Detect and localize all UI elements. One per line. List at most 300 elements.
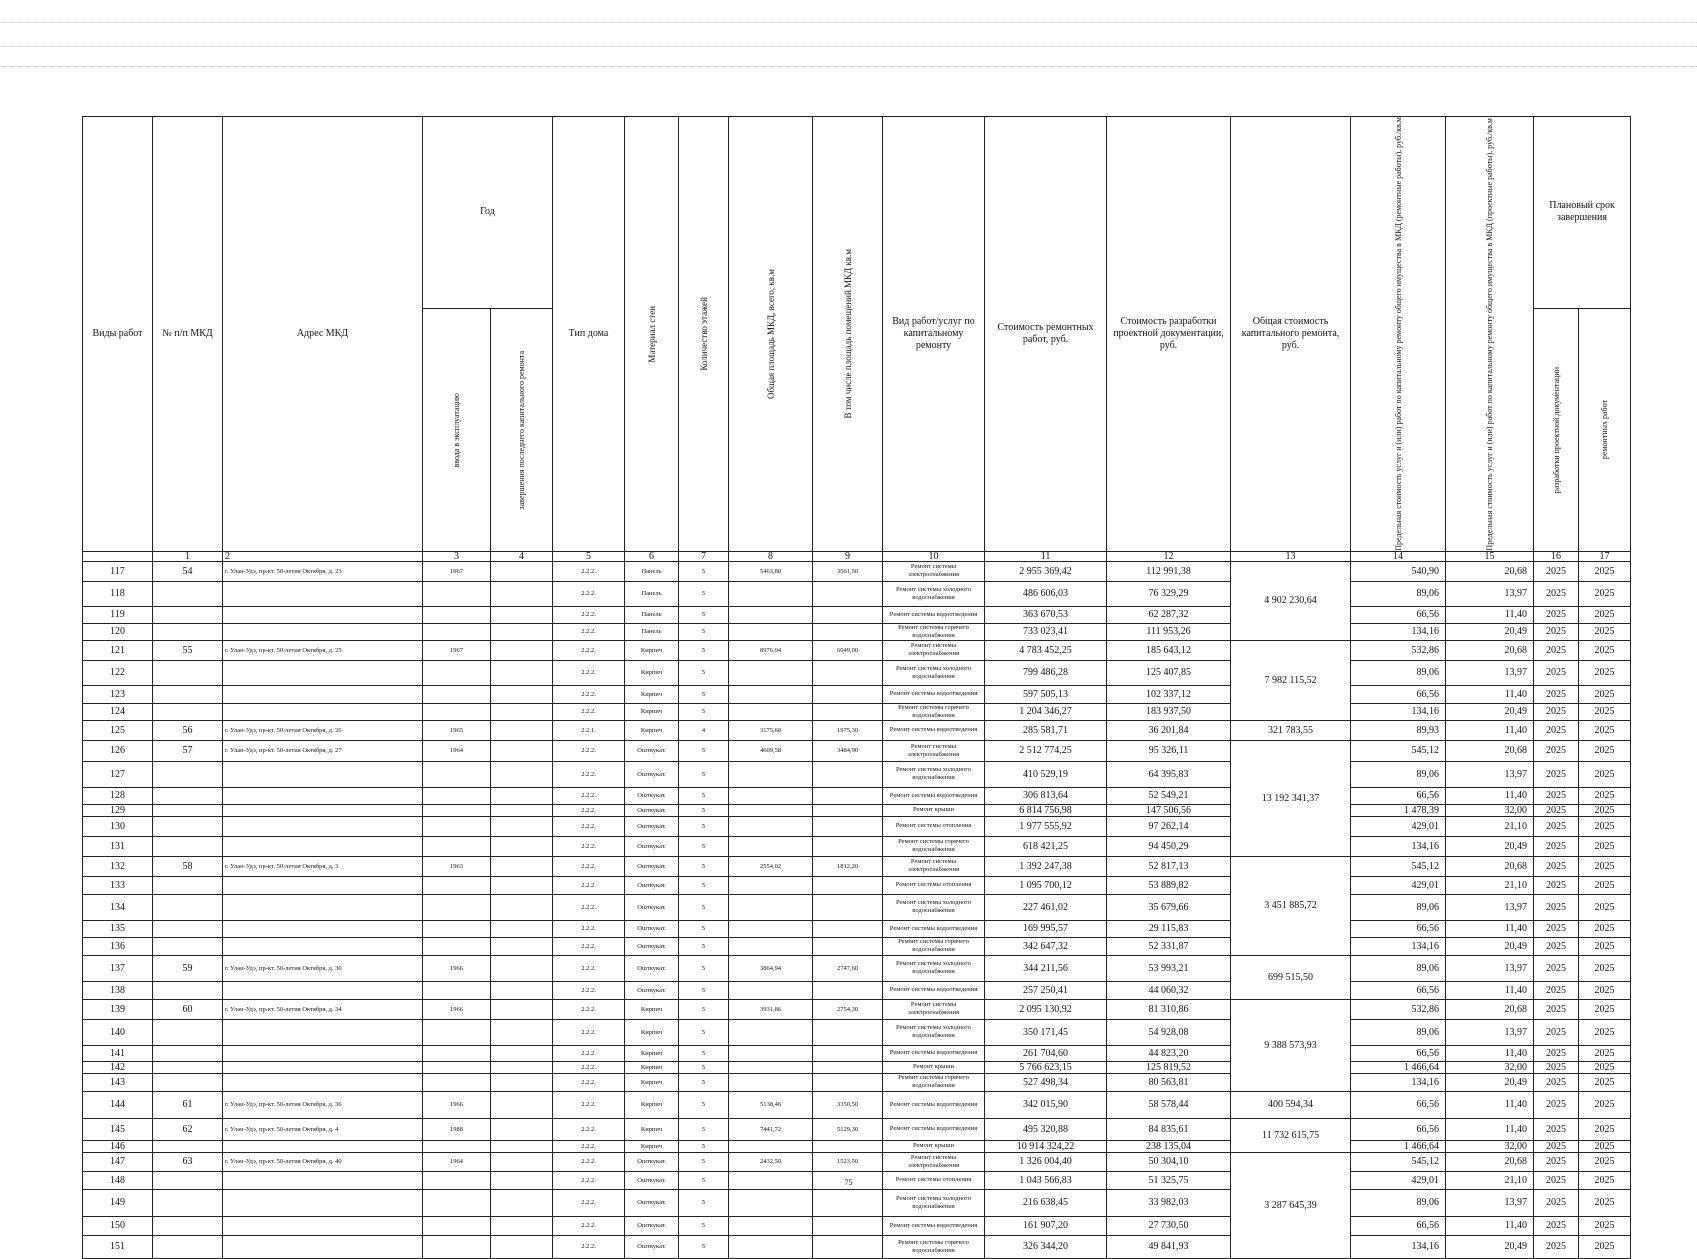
cell-floors: 5: [679, 894, 729, 920]
cell-design-cost: 52 817,13: [1107, 856, 1231, 876]
cell-work-type: Ремонт системы холодного водоснабжения: [883, 761, 985, 787]
cell-total-area: 8976,94: [729, 640, 813, 660]
cell-floors: 5: [679, 955, 729, 981]
cell-wall-material: Панель: [625, 581, 679, 606]
cell-deadline-repair: 2025: [1579, 660, 1631, 685]
cell-deadline-repair: 2025: [1579, 1152, 1631, 1171]
cell-deadline-repair: 2025: [1579, 1171, 1631, 1189]
cell-year-last: [491, 685, 553, 703]
cell-premises-area: [813, 1140, 883, 1152]
cell-row-number: 140: [83, 1019, 153, 1045]
cell-mkd-number: [153, 1235, 223, 1258]
cell-work-type: Ремонт системы отопления: [883, 1171, 985, 1189]
cell-mkd-number: [153, 761, 223, 787]
cell-address: [223, 623, 423, 640]
cell-mkd-number: [153, 623, 223, 640]
cell-design-cost: 36 201,84: [1107, 720, 1231, 740]
cell-repair-cost: 1 043 566,83: [985, 1171, 1107, 1189]
cell-work-type: Ремонт системы электроснабжения: [883, 856, 985, 876]
cell-house-type: 2.2.2.: [553, 999, 625, 1019]
cell-premises-area: [813, 1019, 883, 1045]
cell-deadline-repair: 2025: [1579, 1045, 1631, 1061]
cell-design-cost: 94 450,29: [1107, 836, 1231, 856]
cell-premises-area: [813, 581, 883, 606]
table-row: [83, 1216, 1631, 1235]
cell-total-cost: 321 783,55: [1231, 720, 1351, 740]
cell-house-type: 2.2.2.: [553, 787, 625, 804]
cell-limit-repair: 89,06: [1351, 581, 1446, 606]
capital-repair-table: [82, 116, 1631, 1259]
cell-house-type: 2.2.2.: [553, 685, 625, 703]
cell-row-number: 118: [83, 581, 153, 606]
cell-limit-repair: 134,16: [1351, 1073, 1446, 1091]
cell-repair-cost: 342 647,32: [985, 937, 1107, 955]
cell-design-cost: 27 730,50: [1107, 1216, 1231, 1235]
cell-design-cost: 58 578,44: [1107, 1091, 1231, 1118]
cell-row-number: 133: [83, 876, 153, 894]
cell-limit-repair: 66,56: [1351, 1045, 1446, 1061]
cell-total-area: [729, 1073, 813, 1091]
cell-address: [223, 836, 423, 856]
header-vid-rabot: Виды работ: [83, 117, 153, 552]
cell-design-cost: 102 337,12: [1107, 685, 1231, 703]
cell-limit-design: 11,40: [1446, 981, 1534, 999]
cell-address: [223, 894, 423, 920]
cell-total-cost: 9 388 573,93: [1231, 999, 1351, 1091]
cell-row-number: 150: [83, 1216, 153, 1235]
cell-floors: 5: [679, 804, 729, 816]
cell-deadline-design: 2025: [1534, 640, 1579, 660]
cell-limit-design: 20,68: [1446, 561, 1534, 581]
cell-repair-cost: 161 907,20: [985, 1216, 1107, 1235]
cell-floors: 5: [679, 816, 729, 836]
cell-wall-material: Кирпич: [625, 1140, 679, 1152]
cell-mkd-number: [153, 660, 223, 685]
cell-limit-design: 20,49: [1446, 1235, 1534, 1258]
cell-repair-cost: 285 581,71: [985, 720, 1107, 740]
cell-limit-design: 11,40: [1446, 1216, 1534, 1235]
cell-deadline-repair: 2025: [1579, 804, 1631, 816]
table-row: [83, 1140, 1631, 1152]
cell-mkd-number: [153, 1216, 223, 1235]
cell-design-cost: 111 953,26: [1107, 623, 1231, 640]
cell-premises-area: 3561,50: [813, 561, 883, 581]
cell-limit-repair: 89,06: [1351, 1019, 1446, 1045]
cell-deadline-design: 2025: [1534, 740, 1579, 761]
table-row: [83, 703, 1631, 720]
header-deadline-design: разработки проектной документации: [1534, 308, 1579, 551]
cell-address: [223, 937, 423, 955]
cell-repair-cost: 597 505,13: [985, 685, 1107, 703]
cell-year-last: [491, 1019, 553, 1045]
cell-address: [223, 660, 423, 685]
cell-address: [223, 761, 423, 787]
cell-row-number: 121: [83, 640, 153, 660]
cell-address: [223, 1061, 423, 1073]
cell-design-cost: 80 563,81: [1107, 1073, 1231, 1091]
cell-floors: 5: [679, 581, 729, 606]
cell-design-cost: 53 993,21: [1107, 955, 1231, 981]
cell-deadline-repair: 2025: [1579, 894, 1631, 920]
cell-work-type: Ремонт крыши: [883, 1061, 985, 1073]
cell-year-last: [491, 876, 553, 894]
cell-total-area: 2554,02: [729, 856, 813, 876]
cell-year-input: [423, 1073, 491, 1091]
cell-floors: 5: [679, 1091, 729, 1118]
cell-design-cost: 54 928,08: [1107, 1019, 1231, 1045]
cell-row-number: 137: [83, 955, 153, 981]
column-number: 9: [813, 551, 883, 561]
column-number: 13: [1231, 551, 1351, 561]
cell-total-cost: 7 982 115,52: [1231, 640, 1351, 720]
cell-deadline-design: 2025: [1534, 1073, 1579, 1091]
cell-year-input: 1963: [423, 856, 491, 876]
cell-year-input: [423, 981, 491, 999]
cell-wall-material: Панель: [625, 623, 679, 640]
cell-design-cost: 125 407,85: [1107, 660, 1231, 685]
cell-limit-design: 13,97: [1446, 894, 1534, 920]
cell-work-type: Ремонт системы холодного водоснабжения: [883, 660, 985, 685]
cell-house-type: 2.2.2.: [553, 816, 625, 836]
cell-design-cost: 29 115,83: [1107, 920, 1231, 937]
cell-wall-material: Кирпич: [625, 1118, 679, 1140]
cell-mkd-number: [153, 816, 223, 836]
cell-floors: 5: [679, 999, 729, 1019]
cell-design-cost: 35 679,66: [1107, 894, 1231, 920]
table-row: [83, 836, 1631, 856]
table-row: [83, 999, 1631, 1019]
cell-row-number: 120: [83, 623, 153, 640]
table-row: [83, 640, 1631, 660]
cell-year-last: [491, 856, 553, 876]
cell-limit-design: 20,49: [1446, 703, 1534, 720]
column-number: 2: [223, 551, 423, 561]
table-row: [83, 1073, 1631, 1091]
cell-work-type: Ремонт системы холодного водоснабжения: [883, 1019, 985, 1045]
cell-premises-area: 3484,90: [813, 740, 883, 761]
cell-mkd-number: 59: [153, 955, 223, 981]
cell-limit-repair: 532,86: [1351, 640, 1446, 660]
cell-address: [223, 703, 423, 720]
cell-total-area: 3175,60: [729, 720, 813, 740]
cell-total-area: [729, 836, 813, 856]
cell-wall-material: Ошткукат.: [625, 816, 679, 836]
cell-year-input: [423, 816, 491, 836]
cell-design-cost: 81 310,86: [1107, 999, 1231, 1019]
cell-wall-material: Ошткукат.: [625, 1235, 679, 1258]
cell-limit-design: 11,40: [1446, 1091, 1534, 1118]
cell-deadline-design: 2025: [1534, 623, 1579, 640]
cell-floors: 5: [679, 1152, 729, 1171]
cell-year-input: [423, 1045, 491, 1061]
cell-total-cost: 13 192 341,37: [1231, 740, 1351, 856]
cell-repair-cost: 10 914 324,22: [985, 1140, 1107, 1152]
cell-mkd-number: [153, 1073, 223, 1091]
cell-year-input: 1966: [423, 955, 491, 981]
cell-work-type: Ремонт системы горячего водоснабжения: [883, 623, 985, 640]
cell-premises-area: [813, 703, 883, 720]
table-row: [83, 1045, 1631, 1061]
cell-wall-material: Ошткукат.: [625, 761, 679, 787]
cell-year-input: [423, 703, 491, 720]
cell-wall-material: Ошткукат.: [625, 894, 679, 920]
cell-work-type: Ремонт системы горячего водоснабжения: [883, 703, 985, 720]
cell-deadline-design: 2025: [1534, 856, 1579, 876]
cell-row-number: 119: [83, 606, 153, 623]
cell-work-type: Ремонт системы водоотведения: [883, 606, 985, 623]
table-row: [83, 1061, 1631, 1073]
cell-deadline-design: 2025: [1534, 1118, 1579, 1140]
cell-year-last: [491, 1061, 553, 1073]
cell-deadline-design: 2025: [1534, 1061, 1579, 1073]
table-row: [83, 1189, 1631, 1216]
cell-floors: 5: [679, 876, 729, 894]
cell-deadline-repair: 2025: [1579, 787, 1631, 804]
cell-deadline-repair: 2025: [1579, 720, 1631, 740]
cell-wall-material: Кирпич: [625, 1073, 679, 1091]
cell-mkd-number: 57: [153, 740, 223, 761]
cell-premises-area: [813, 685, 883, 703]
cell-total-area: 4609,58: [729, 740, 813, 761]
cell-limit-repair: 89,06: [1351, 1189, 1446, 1216]
cell-wall-material: Ошткукат.: [625, 876, 679, 894]
cell-work-type: Ремонт системы водоотведения: [883, 720, 985, 740]
table-row: [83, 740, 1631, 761]
cell-row-number: 141: [83, 1045, 153, 1061]
cell-deadline-repair: 2025: [1579, 1061, 1631, 1073]
cell-row-number: 130: [83, 816, 153, 836]
header-year: Год: [423, 117, 553, 309]
cell-year-input: [423, 685, 491, 703]
cell-total-cost: 3 451 885,72: [1231, 856, 1351, 955]
cell-design-cost: 125 819,52: [1107, 1061, 1231, 1073]
table-row: [83, 1019, 1631, 1045]
cell-premises-area: [813, 1061, 883, 1073]
cell-address: г. Улан-Удэ, пр-кт. 50-летия Октября, д. 23: [223, 561, 423, 581]
cell-address: [223, 804, 423, 816]
cell-design-cost: 112 991,38: [1107, 561, 1231, 581]
table-row: [83, 955, 1631, 981]
cell-floors: 5: [679, 981, 729, 999]
cell-limit-design: 20,49: [1446, 1073, 1534, 1091]
cell-deadline-repair: 2025: [1579, 856, 1631, 876]
cell-row-number: 139: [83, 999, 153, 1019]
cell-limit-design: 21,10: [1446, 1171, 1534, 1189]
cell-mkd-number: [153, 1045, 223, 1061]
cell-premises-area: [813, 787, 883, 804]
cell-premises-area: [813, 920, 883, 937]
table-row: [83, 1152, 1631, 1171]
cell-premises-area: [813, 606, 883, 623]
cell-row-number: 147: [83, 1152, 153, 1171]
cell-wall-material: Ошткукат.: [625, 787, 679, 804]
cell-limit-repair: 540,90: [1351, 561, 1446, 581]
cell-row-number: 145: [83, 1118, 153, 1140]
cell-deadline-repair: 2025: [1579, 685, 1631, 703]
cell-mkd-number: [153, 804, 223, 816]
header-deadline: Плановый срок завершения: [1534, 117, 1631, 309]
cell-year-last: [491, 1235, 553, 1258]
cell-address: г. Улан-Удэ, пр-кт. 50-летия Октября, д. 26: [223, 720, 423, 740]
header-total-area: Общая площадь МКД, всего, кв.м: [729, 117, 813, 552]
cell-house-type: 2.2.2.: [553, 1061, 625, 1073]
cell-deadline-design: 2025: [1534, 1140, 1579, 1152]
table-row: [83, 937, 1631, 955]
cell-design-cost: 95 326,11: [1107, 740, 1231, 761]
cell-floors: 5: [679, 1140, 729, 1152]
cell-house-type: 2.2.2.: [553, 876, 625, 894]
table-row: [83, 660, 1631, 685]
cell-work-type: Ремонт системы электроснабжения: [883, 640, 985, 660]
cell-design-cost: 97 262,14: [1107, 816, 1231, 836]
cell-deadline-repair: 2025: [1579, 623, 1631, 640]
cell-deadline-design: 2025: [1534, 1189, 1579, 1216]
cell-row-number: 149: [83, 1189, 153, 1216]
cell-repair-cost: 350 171,45: [985, 1019, 1107, 1045]
cell-deadline-design: 2025: [1534, 1171, 1579, 1189]
cell-wall-material: Кирпич: [625, 640, 679, 660]
cell-year-last: [491, 894, 553, 920]
cell-floors: 5: [679, 623, 729, 640]
cell-floors: 4: [679, 720, 729, 740]
cell-total-area: [729, 660, 813, 685]
cell-work-type: Ремонт системы горячего водоснабжения: [883, 1073, 985, 1091]
cell-wall-material: Ошткукат.: [625, 937, 679, 955]
cell-limit-repair: 532,86: [1351, 999, 1446, 1019]
cell-year-input: [423, 1216, 491, 1235]
cell-limit-repair: 545,12: [1351, 740, 1446, 761]
cell-design-cost: 53 889,82: [1107, 876, 1231, 894]
cell-wall-material: Ошткукат.: [625, 981, 679, 999]
cell-floors: 5: [679, 740, 729, 761]
cell-premises-area: 1523,50: [813, 1152, 883, 1171]
cell-limit-design: 21,10: [1446, 816, 1534, 836]
cell-total-area: [729, 1045, 813, 1061]
cell-deadline-design: 2025: [1534, 561, 1579, 581]
cell-year-input: [423, 623, 491, 640]
header-year-input: ввода в эксплуатацию: [423, 308, 491, 551]
table-row: [83, 761, 1631, 787]
cell-repair-cost: 527 498,34: [985, 1073, 1107, 1091]
header-nn-mkd: № п/п МКД: [153, 117, 223, 552]
cell-deadline-repair: 2025: [1579, 836, 1631, 856]
cell-limit-design: 13,97: [1446, 1189, 1534, 1216]
cell-work-type: Ремонт системы электроснабжения: [883, 999, 985, 1019]
cell-work-type: Ремонт системы водоотведения: [883, 1216, 985, 1235]
cell-premises-area: [813, 1189, 883, 1216]
cell-year-input: [423, 1140, 491, 1152]
cell-year-last: [491, 761, 553, 787]
cell-deadline-design: 2025: [1534, 1091, 1579, 1118]
cell-deadline-repair: 2025: [1579, 703, 1631, 720]
cell-address: г. Улан-Удэ, пр-кт. 50-летия Октября, д. 34: [223, 999, 423, 1019]
cell-deadline-design: 2025: [1534, 761, 1579, 787]
cell-house-type: 2.2.2.: [553, 561, 625, 581]
cell-address: г. Улан-Удэ, пр-кт. 50-летия Октября, д. 30: [223, 955, 423, 981]
cell-address: г. Улан-Удэ, пр-кт. 50-летия Октября, д. 36: [223, 1091, 423, 1118]
cell-total-area: 3931,86: [729, 999, 813, 1019]
cell-limit-repair: 66,56: [1351, 606, 1446, 623]
cell-deadline-design: 2025: [1534, 787, 1579, 804]
cell-address: [223, 1019, 423, 1045]
header-address: Адрес МКД: [223, 117, 423, 552]
cell-design-cost: 52 331,87: [1107, 937, 1231, 955]
cell-premises-area: 3350,50: [813, 1091, 883, 1118]
column-number-row: [83, 551, 1631, 561]
cell-house-type: 2.2.2.: [553, 1140, 625, 1152]
cell-year-last: [491, 937, 553, 955]
cell-house-type: 2.2.2.: [553, 1235, 625, 1258]
cell-year-input: 1966: [423, 1091, 491, 1118]
cell-limit-design: 32,00: [1446, 1061, 1534, 1073]
column-number: 8: [729, 551, 813, 561]
cell-year-last: [491, 1118, 553, 1140]
cell-mkd-number: [153, 685, 223, 703]
cell-deadline-design: 2025: [1534, 685, 1579, 703]
cell-work-type: Ремонт системы холодного водоснабжения: [883, 581, 985, 606]
table-body: [83, 561, 1631, 1258]
cell-row-number: 126: [83, 740, 153, 761]
cell-address: [223, 1216, 423, 1235]
cell-year-last: [491, 836, 553, 856]
table-row: [83, 804, 1631, 816]
column-number: 12: [1107, 551, 1231, 561]
cell-work-type: Ремонт системы холодного водоснабжения: [883, 1189, 985, 1216]
cell-mkd-number: [153, 894, 223, 920]
cell-repair-cost: 486 606,03: [985, 581, 1107, 606]
cell-address: г. Улан-Удэ, пр-кт. 50-летия Октября, д. 4: [223, 1118, 423, 1140]
cell-deadline-repair: 2025: [1579, 937, 1631, 955]
cell-house-type: 2.2.2.: [553, 894, 625, 920]
cell-floors: 5: [679, 1045, 729, 1061]
column-number: 3: [423, 551, 491, 561]
cell-year-last: [491, 640, 553, 660]
cell-work-type: Ремонт системы водоотведения: [883, 1118, 985, 1140]
cell-premises-area: [813, 804, 883, 816]
cell-deadline-design: 2025: [1534, 1235, 1579, 1258]
cell-deadline-design: 2025: [1534, 981, 1579, 999]
cell-repair-cost: 5 766 623,15: [985, 1061, 1107, 1073]
cell-floors: 5: [679, 1118, 729, 1140]
cell-year-input: 1988: [423, 1118, 491, 1140]
cell-repair-cost: 410 529,19: [985, 761, 1107, 787]
cell-house-type: 2.2.2.: [553, 1019, 625, 1045]
cell-year-last: [491, 561, 553, 581]
cell-repair-cost: 495 320,88: [985, 1118, 1107, 1140]
cell-limit-design: 20,68: [1446, 999, 1534, 1019]
cell-year-last: [491, 720, 553, 740]
cell-total-cost: 3 287 645,39: [1231, 1152, 1351, 1258]
cell-repair-cost: 1 095 700,12: [985, 876, 1107, 894]
cell-house-type: 2.2.2.: [553, 1189, 625, 1216]
cell-house-type: 2.2.2.: [553, 761, 625, 787]
cell-repair-cost: 733 023,41: [985, 623, 1107, 640]
cell-total-area: [729, 816, 813, 836]
cell-limit-repair: 134,16: [1351, 703, 1446, 720]
column-number: 17: [1579, 551, 1631, 561]
cell-floors: 5: [679, 836, 729, 856]
cell-premises-area: 1975,30: [813, 720, 883, 740]
cell-floors: 5: [679, 561, 729, 581]
cell-deadline-repair: 2025: [1579, 640, 1631, 660]
cell-row-number: 125: [83, 720, 153, 740]
cell-work-type: Ремонт крыши: [883, 804, 985, 816]
cell-design-cost: 33 982,03: [1107, 1189, 1231, 1216]
cell-wall-material: Ошткукат.: [625, 740, 679, 761]
cell-limit-repair: 429,01: [1351, 1171, 1446, 1189]
cell-work-type: Ремонт системы холодного водоснабжения: [883, 955, 985, 981]
cell-repair-cost: 618 421,25: [985, 836, 1107, 856]
